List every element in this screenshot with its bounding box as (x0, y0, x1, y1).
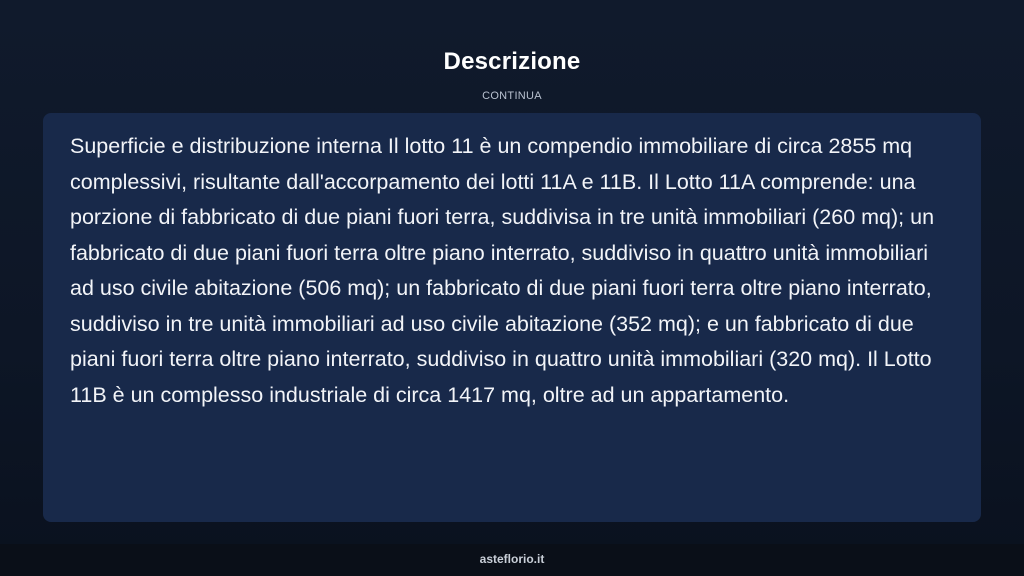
page-subtitle: CONTINUA (482, 90, 542, 102)
page-title: Descrizione (443, 48, 581, 75)
description-text: Superficie e distribuzione interna Il lotto 11 è un compendio immobiliare di circa 2855 mq complessivi, risultante dall'accorpamento dei lotti 11A e 11B. Il Lotto 11A comprende: una porzione di fabbricato di due piani fuori terra, suddivisa in tre unità immobiliari (260 mq); un fabbricato di due piani fuori terra oltre piano interrato, suddiviso in quattro unità immobiliari ad uso civile abitazione (506 mq); un fabbricato di due piani fuori terra oltre piano interrato, suddiviso in tre unità immobiliari ad uso civile abitazione (352 mq); e un fabbricato di due piani fuori terra oltre piano interrato, suddiviso in quattro unità immobiliari (320 mq). Il Lotto 11B è un complesso industriale di circa 1417 mq, oltre ad un appartamento. (70, 134, 935, 407)
footer-site-label: asteflorio.it (479, 552, 545, 566)
description-card (43, 113, 981, 522)
footer-bar (0, 544, 1024, 576)
